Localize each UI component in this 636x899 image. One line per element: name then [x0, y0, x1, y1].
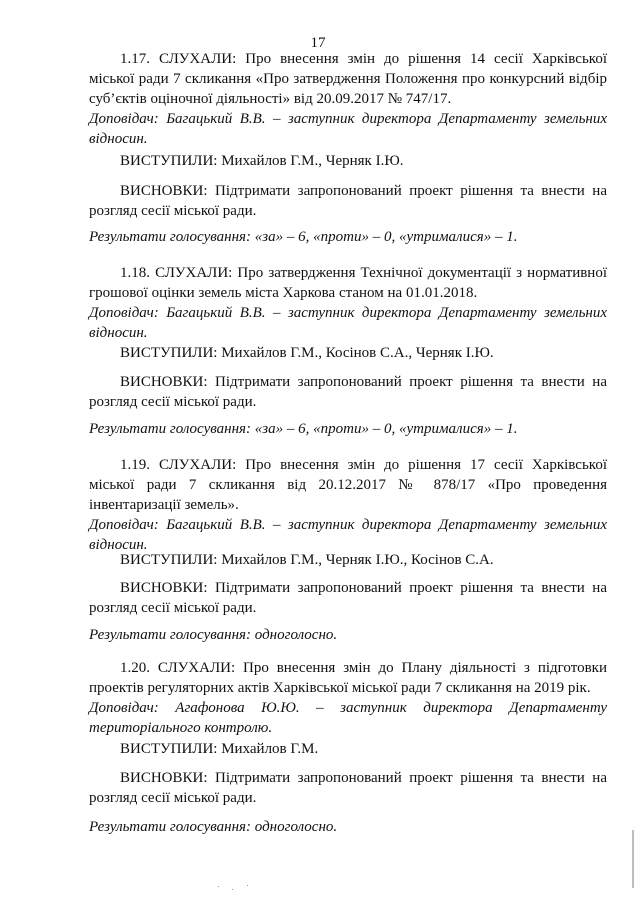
agenda-item-spoke: [89, 151, 607, 171]
agenda-item-spoke: [89, 739, 607, 759]
scan-speck: [247, 885, 248, 886]
heard-paragraph: 1.18. СЛУХАЛИ: Про затвердження Технічної документації з нормативної грошової оцінки земель міста Харкова станом на 01.01.2018.: [89, 265, 607, 301]
agenda-item-vote: [89, 419, 607, 439]
conclusions-paragraph: ВИСНОВКИ: Підтримати запропонований проект рішення та внести на розгляд сесії міської ради.: [89, 580, 607, 616]
agenda-item-vote: [89, 817, 607, 837]
agenda-item-heard: [89, 455, 607, 555]
agenda-item-heard: [89, 263, 607, 343]
agenda-item-conclusions: [89, 181, 607, 221]
reporter-line: Доповідач: Агафонова Ю.Ю. – заступник директора Департаменту територіального контролю.: [89, 700, 607, 736]
page-number: 17: [310, 35, 326, 51]
scan-speck: [218, 886, 219, 887]
agenda-item-heard: [89, 49, 607, 149]
heard-paragraph: 1.20. СЛУХАЛИ: Про внесення змін до Плану діяльності з підготовки проектів регуляторних актів Харківської міської ради 7 скликання на 2019 рік.: [89, 660, 607, 696]
agenda-item-spoke: [89, 550, 607, 570]
agenda-item-spoke: [89, 343, 607, 363]
conclusions-paragraph: ВИСНОВКИ: Підтримати запропонований проект рішення та внести на розгляд сесії міської ради.: [89, 183, 607, 219]
reporter-line: Доповідач: Багацький В.В. – заступник директора Департаменту земельних відносин.: [89, 305, 607, 341]
agenda-item-conclusions: [89, 372, 607, 412]
scan-edge-mark: [632, 830, 634, 888]
reporter-line: Доповідач: Багацький В.В. – заступник директора Департаменту земельних відносин.: [89, 517, 607, 553]
spoke-paragraph: ВИСТУПИЛИ: Михайлов Г.М., Черняк І.Ю.: [120, 153, 404, 169]
vote-result: Результати голосування: одноголосно.: [89, 819, 338, 835]
spoke-paragraph: ВИСТУПИЛИ: Михайлов Г.М., Косінов С.А., Черняк І.Ю.: [120, 345, 494, 361]
agenda-item-conclusions: [89, 578, 607, 618]
heard-paragraph: 1.17. СЛУХАЛИ: Про внесення змін до рішення 14 сесії Харківської міської ради 7 скликання «Про затвердження Положення про конкурсний відбір суб’єктів оціночної діяльності» від 20.09.2017 № 747/17.: [89, 51, 607, 107]
heard-paragraph: 1.19. СЛУХАЛИ: Про внесення змін до рішення 17 сесії Харківської міської ради 7 скликання від 20.12.2017 № 878/17 «Про проведення інвентаризації земель».: [89, 457, 607, 513]
vote-result: Результати голосування: «за» – 6, «проти» – 0, «утрималися» – 1.: [89, 421, 518, 437]
spoke-paragraph: ВИСТУПИЛИ: Михайлов Г.М.: [120, 741, 319, 757]
conclusions-paragraph: ВИСНОВКИ: Підтримати запропонований проект рішення та внести на розгляд сесії міської ради.: [89, 374, 607, 410]
agenda-item-vote: [89, 625, 607, 645]
vote-result: Результати голосування: одноголосно.: [89, 627, 338, 643]
spoke-paragraph: ВИСТУПИЛИ: Михайлов Г.М., Черняк І.Ю., Косінов С.А.: [120, 552, 494, 568]
conclusions-paragraph: ВИСНОВКИ: Підтримати запропонований проект рішення та внести на розгляд сесії міської ради.: [89, 770, 607, 806]
agenda-item-conclusions: [89, 768, 607, 808]
agenda-item-vote: [89, 227, 607, 247]
scan-speck: [232, 889, 233, 890]
reporter-line: Доповідач: Багацький В.В. – заступник директора Департаменту земельних відносин.: [89, 111, 607, 147]
vote-result: Результати голосування: «за» – 6, «проти» – 0, «утрималися» – 1.: [89, 229, 518, 245]
agenda-item-heard: [89, 658, 607, 738]
